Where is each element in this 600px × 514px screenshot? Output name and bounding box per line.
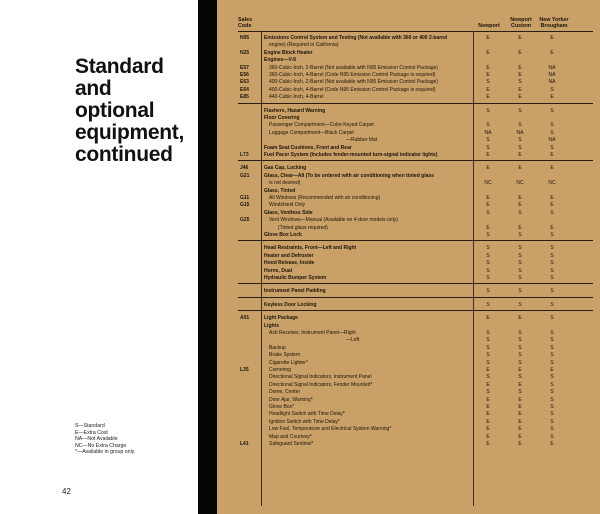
equipment-item: Low Fuel, Temperature and Electrical System Warning*	[269, 426, 392, 433]
availability-cell: S	[486, 232, 490, 238]
availability-cell: E	[486, 381, 490, 388]
table-row	[238, 93, 593, 101]
availability-cell: E	[486, 165, 490, 172]
equipment-item: 400-Cubic-Inch, 2-Barrel (Not available with N95 Emission Control Package)	[269, 79, 438, 86]
availability-cell: S	[518, 288, 522, 295]
availability-cell: E	[486, 404, 490, 410]
availability-cell: S	[486, 352, 490, 359]
table-row	[238, 274, 593, 282]
availability-cell: E	[518, 433, 522, 440]
legend-item: NA—Not Available	[75, 436, 118, 443]
equipment-item: 400-Cubic-Inch, 4-Barrel (Code N95 Emission Control Package is required)	[269, 86, 436, 93]
availability-cell: S	[550, 411, 554, 418]
availability-cell: E	[486, 441, 490, 447]
equipment-item: Glove Box*	[269, 404, 295, 410]
heading-line: optional	[75, 99, 155, 122]
availability-cell: S	[550, 275, 554, 281]
equipment-item: Luggage Compartment—Black Carpet	[269, 129, 354, 136]
page-number: 42	[62, 487, 71, 496]
header-sales-code-line: Code	[238, 23, 252, 30]
equipment-item: Hood Release, Inside	[264, 260, 315, 267]
availability-cell: S	[550, 232, 554, 238]
availability-cell: S	[486, 344, 490, 351]
availability-cell: S	[518, 301, 522, 308]
availability-cell: S	[518, 137, 522, 144]
availability-cell: S	[550, 107, 554, 114]
equipment-item: Flashers, Hazard Warning	[264, 107, 326, 114]
equipment-item: Ash Receiver, Instrument Panel—Right	[269, 330, 356, 336]
availability-cell: E	[518, 426, 522, 433]
availability-cell: S	[550, 315, 554, 322]
availability-cell: E	[486, 49, 490, 56]
page-heading	[75, 56, 195, 166]
equipment-item: Headlight Switch with Time Delay*	[269, 411, 345, 418]
availability-cell: S	[486, 374, 490, 381]
header-sales-code	[238, 17, 252, 30]
equipment-item: Door Ajar, Warning*	[269, 396, 313, 403]
availability-cell: S	[518, 122, 522, 129]
availability-cell: E	[550, 367, 554, 373]
availability-cell: S	[550, 433, 554, 440]
availability-cell: E	[550, 94, 554, 101]
availability-cell: E	[486, 64, 490, 71]
sales-code: L35	[240, 367, 249, 373]
section-divider	[238, 160, 593, 161]
equipment-item: Engines—V-8	[264, 57, 296, 64]
availability-cell: E	[550, 49, 554, 56]
header-newport-custom	[505, 17, 537, 30]
equipment-item: Light Package	[264, 315, 298, 322]
availability-cell: S	[486, 209, 490, 216]
availability-cell: E	[486, 195, 490, 201]
availability-cell: S	[486, 252, 490, 259]
sales-code: N95	[240, 35, 250, 41]
sales-code: N25	[240, 49, 250, 56]
equipment-item: Floor Covering	[264, 115, 300, 121]
availability-cell: S	[518, 267, 522, 274]
equipment-item: Windshield Only	[269, 202, 306, 209]
equipment-item: Cigarette Lighter*	[269, 359, 308, 366]
availability-cell: S	[486, 337, 490, 344]
equipment-item: Vent Windows—Manual (Available on 4-door models only)	[269, 217, 398, 224]
availability-cell: NA	[548, 64, 556, 71]
availability-cell: NC	[516, 180, 524, 187]
availability-cell: E	[518, 195, 522, 201]
availability-cell: E	[486, 418, 490, 425]
availability-cell: E	[486, 94, 490, 101]
availability-cell: S	[550, 144, 554, 151]
table-row	[238, 301, 593, 309]
equipment-item: 360-Cubic-Inch, 4-Barrel (Code N95 Emission Control Package is required)	[269, 72, 436, 78]
table-row	[238, 151, 593, 159]
availability-cell: S	[550, 389, 554, 396]
availability-cell: NA	[516, 129, 524, 136]
availability-cell: S	[550, 352, 554, 359]
sales-code: L73	[240, 152, 249, 158]
availability-cell: E	[486, 426, 490, 433]
equipment-item: 440-Cubic-Inch, 4-Barrel	[269, 94, 324, 101]
left-page	[0, 0, 198, 514]
availability-cell: NA	[548, 72, 556, 78]
legend-item: NC—No Extra Charge	[75, 442, 127, 449]
availability-cell: S	[486, 245, 490, 252]
table-row	[238, 231, 593, 239]
availability-cell: S	[550, 301, 554, 308]
equipment-item: Cornering	[269, 367, 291, 373]
availability-cell: S	[518, 359, 522, 366]
availability-cell: S	[550, 359, 554, 366]
equipment-item: —Rubber Mat	[346, 137, 378, 144]
availability-cell: S	[550, 122, 554, 129]
legend	[75, 423, 135, 456]
equipment-item: Horns, Dual	[264, 267, 293, 274]
sales-code: E56	[240, 72, 249, 78]
availability-cell: S	[486, 359, 490, 366]
availability-cell: E	[486, 411, 490, 418]
availability-cell: S	[550, 267, 554, 274]
equipment-item: All Windows (Recommended with air conditioning)	[269, 195, 381, 201]
equipment-item: Directional Signal Indicators, Fender Mounted*	[269, 381, 373, 388]
header-newport: Newport	[478, 23, 500, 29]
availability-cell: S	[486, 275, 490, 281]
equipment-item: 360-Cubic-Inch, 2-Barrel (Not available with N95 Emission Control Package)	[269, 64, 438, 71]
equipment-item: —Left	[346, 337, 360, 344]
availability-cell: S	[486, 107, 490, 114]
availability-cell: S	[486, 330, 490, 336]
availability-cell: E	[486, 367, 490, 373]
equipment-item: is not desired)	[269, 180, 301, 187]
availability-cell: E	[518, 418, 522, 425]
availability-cell: S	[518, 232, 522, 238]
availability-cell: E	[518, 72, 522, 78]
availability-cell: S	[518, 389, 522, 396]
equipment-item: Passenger Compartment—Color-Keyed Carpet	[269, 122, 374, 129]
equipment-item: Glove Box Lock	[264, 232, 302, 238]
equipment-item: Keyless Door Locking	[264, 301, 317, 308]
availability-cell: S	[518, 209, 522, 216]
availability-cell: S	[486, 288, 490, 295]
availability-cell: NA	[548, 79, 556, 86]
availability-cell: E	[518, 49, 522, 56]
availability-cell: S	[518, 144, 522, 151]
equipment-item: Glass, Clear—All (To be ordered with air conditioning when tinted glass	[264, 172, 434, 179]
header-line: Custom	[510, 23, 532, 30]
availability-cell: S	[518, 352, 522, 359]
heading-line: Standard	[75, 55, 164, 78]
availability-cell: S	[486, 122, 490, 129]
equipment-table-page	[217, 0, 600, 514]
equipment-item: Brake System	[269, 352, 301, 359]
header-rule	[238, 31, 593, 32]
legend-item: *—Available in group only.	[75, 449, 136, 456]
availability-cell: S	[550, 288, 554, 295]
section-divider	[238, 103, 593, 104]
availability-cell: E	[518, 94, 522, 101]
availability-cell: S	[486, 267, 490, 274]
sales-code: L41	[240, 441, 249, 447]
availability-cell: S	[486, 79, 490, 86]
equipment-item: Safeguard Sentinel*	[269, 441, 314, 447]
header-line: New Yorker	[539, 17, 569, 23]
page-gutter	[198, 0, 217, 514]
availability-cell: E	[518, 441, 522, 447]
sales-code: G15	[240, 202, 250, 209]
availability-cell: S	[550, 260, 554, 267]
equipment-item: Fuel Pacer System (Includes fender-mounted turn-signal indicator lights)	[264, 152, 438, 158]
availability-cell: S	[550, 418, 554, 425]
availability-cell: E	[486, 86, 490, 93]
equipment-item: Backup	[269, 344, 286, 351]
header-new-yorker	[535, 17, 573, 30]
availability-cell: E	[550, 441, 554, 447]
availability-cell: NA	[548, 137, 556, 144]
equipment-table	[238, 31, 593, 506]
availability-cell: S	[518, 107, 522, 114]
sales-code: E64	[240, 86, 249, 93]
availability-cell: E	[550, 165, 554, 172]
equipment-item: Engine Block Heater	[264, 49, 313, 56]
availability-cell: S	[518, 252, 522, 259]
availability-cell: E	[518, 202, 522, 209]
availability-cell: S	[518, 245, 522, 252]
availability-cell: E	[518, 224, 522, 231]
sales-code: G11	[240, 195, 250, 201]
availability-cell: E	[550, 224, 554, 231]
availability-cell: E	[550, 152, 554, 158]
section-divider	[238, 310, 593, 311]
sales-code: E85	[240, 94, 249, 101]
equipment-item: Hydraulic Bumper System	[264, 275, 327, 281]
legend-item: E—Extra Cost	[75, 429, 108, 436]
sales-code: A01	[240, 315, 250, 322]
header-line: Brougham	[540, 23, 568, 30]
section-divider	[238, 283, 593, 284]
equipment-item: (Tinted glass required)	[278, 224, 328, 231]
sales-code: E63	[240, 79, 249, 86]
availability-cell: E	[550, 202, 554, 209]
availability-cell: S	[518, 330, 522, 336]
equipment-item: Lights	[264, 322, 279, 329]
section-divider	[238, 240, 593, 241]
availability-cell: E	[550, 195, 554, 201]
availability-cell: NC	[484, 180, 492, 187]
availability-cell: E	[518, 64, 522, 71]
equipment-item: Directional Signal Indicators, Instrument Panel	[269, 374, 372, 381]
section-divider	[238, 297, 593, 298]
availability-cell: E	[518, 411, 522, 418]
availability-cell: S	[550, 381, 554, 388]
equipment-item: Glass, Tinted	[264, 187, 296, 194]
equipment-item: Dome, Center	[269, 389, 301, 396]
availability-cell: E	[518, 367, 522, 373]
availability-cell: S	[550, 374, 554, 381]
availability-cell: S	[550, 129, 554, 136]
equipment-item: Instrument Panel Padding	[264, 288, 326, 295]
availability-cell: E	[518, 396, 522, 403]
availability-cell: S	[486, 137, 490, 144]
equipment-item: Map and Courtesy*	[269, 433, 312, 440]
availability-cell: S	[486, 301, 490, 308]
availability-cell: S	[518, 79, 522, 86]
availability-cell: S	[550, 337, 554, 344]
availability-cell: E	[486, 35, 490, 41]
availability-cell: E	[518, 315, 522, 322]
availability-cell: S	[550, 396, 554, 403]
availability-cell: E	[486, 224, 490, 231]
heading-line: equipment,	[75, 121, 185, 144]
header-line: Newport	[510, 17, 532, 23]
availability-cell: E	[518, 404, 522, 410]
equipment-item: Gas Cap, Locking	[264, 165, 307, 172]
equipment-item: Head Restraints, Front—Left and Right	[264, 245, 357, 252]
sales-code: E57	[240, 64, 249, 71]
equipment-item: engine) (Required in California)	[269, 42, 339, 49]
sales-code: J46	[240, 165, 249, 172]
availability-cell: E	[518, 152, 522, 158]
header-sales-code-line: Sales	[238, 17, 253, 23]
availability-cell: E	[486, 396, 490, 403]
availability-cell: E	[518, 35, 522, 41]
availability-cell: S	[518, 344, 522, 351]
availability-cell: E	[486, 152, 490, 158]
availability-cell: NC	[548, 180, 556, 187]
equipment-item: Ignition Switch with Time Delay*	[269, 418, 340, 425]
availability-cell: E	[486, 202, 490, 209]
availability-cell: S	[486, 144, 490, 151]
availability-cell: S	[550, 245, 554, 252]
availability-cell: E	[518, 86, 522, 93]
availability-cell: S	[518, 374, 522, 381]
availability-cell: S	[486, 389, 490, 396]
equipment-item: Glass, Ventless Side	[264, 209, 313, 216]
equipment-item: Heater and Defroster	[264, 252, 314, 259]
availability-cell: S	[518, 337, 522, 344]
table-row	[238, 440, 593, 448]
availability-cell: S	[550, 209, 554, 216]
availability-cell: E	[486, 433, 490, 440]
availability-cell: S	[550, 86, 554, 93]
heading-line: continued	[75, 143, 173, 166]
availability-cell: S	[550, 252, 554, 259]
availability-cell: NA	[484, 129, 492, 136]
availability-cell: E	[486, 315, 490, 322]
availability-cell: E	[518, 165, 522, 172]
heading-line: and	[75, 77, 112, 100]
availability-cell: S	[550, 426, 554, 433]
equipment-item: Foam Seat Cushions, Front and Rear	[264, 144, 352, 151]
sales-code: G21	[240, 172, 250, 179]
availability-cell: E	[518, 381, 522, 388]
availability-cell: S	[518, 275, 522, 281]
availability-cell: S	[550, 344, 554, 351]
availability-cell: S	[550, 404, 554, 410]
availability-cell: S	[550, 330, 554, 336]
availability-cell: E	[486, 72, 490, 78]
availability-cell: S	[518, 260, 522, 267]
sales-code: G25	[240, 217, 250, 224]
availability-cell: S	[486, 260, 490, 267]
availability-cell: E	[550, 35, 554, 41]
legend-item: S—Standard	[75, 423, 105, 429]
equipment-item: Emissions Control System and Testing (Not available with 360 or 400 2-barrel	[264, 35, 448, 41]
table-row	[238, 287, 593, 295]
